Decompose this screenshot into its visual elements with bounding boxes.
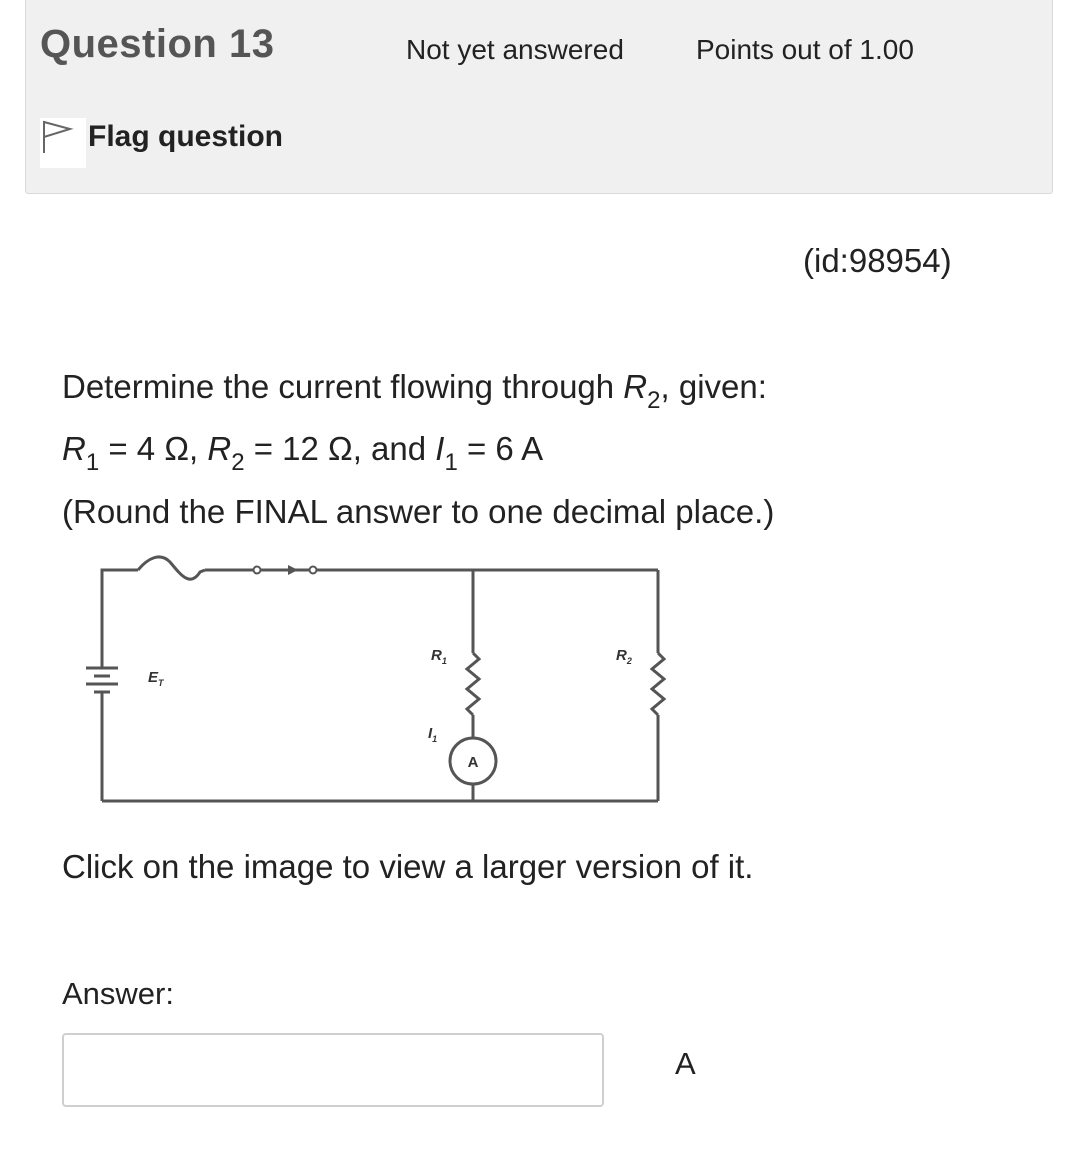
question-prompt-suffix: , given: xyxy=(660,368,767,405)
flag-question-label: Flag question xyxy=(88,120,283,153)
r2-label: $R_2$ xyxy=(616,647,632,666)
variable-r2: R xyxy=(207,430,232,467)
flag-icon xyxy=(40,118,86,168)
question-prompt: Determine the current flowing through xyxy=(62,368,624,405)
question-givens xyxy=(62,430,544,476)
ammeter-label: A xyxy=(467,754,479,771)
subscript-1: 1 xyxy=(85,449,100,476)
r2-value: = 12 Ω, and xyxy=(244,430,436,467)
variable-i1: I xyxy=(435,430,445,467)
subscript-2: 2 xyxy=(231,449,245,476)
circuit-diagram-image[interactable] xyxy=(60,548,680,818)
answer-unit: A xyxy=(675,1046,696,1081)
i1-value: = 6 A xyxy=(457,430,544,467)
flag-question-button[interactable] xyxy=(40,118,283,168)
question-id: (id:98954) xyxy=(803,242,952,279)
subscript-2: 2 xyxy=(647,387,661,414)
question-text-line-1 xyxy=(62,368,767,414)
variable-r1: R xyxy=(62,430,86,467)
r1-value: = 4 Ω, xyxy=(99,430,208,467)
variable-r2: R xyxy=(623,368,648,405)
answer-input[interactable] xyxy=(62,1033,604,1107)
r1-label: $R_1$ xyxy=(431,647,447,666)
question-status: Not yet answered xyxy=(406,34,624,65)
current-label: $I_1$ xyxy=(428,725,438,744)
question-points: Points out of 1.00 xyxy=(696,34,914,65)
question-title: Question 13 xyxy=(40,22,275,66)
rounding-instruction: (Round the FINAL answer to one decimal place.) xyxy=(62,493,775,530)
answer-label: Answer: xyxy=(62,976,174,1011)
subscript-1: 1 xyxy=(444,449,458,476)
source-label: $E_T$ xyxy=(148,669,164,688)
image-hint: Click on the image to view a larger version of it. xyxy=(62,848,754,885)
